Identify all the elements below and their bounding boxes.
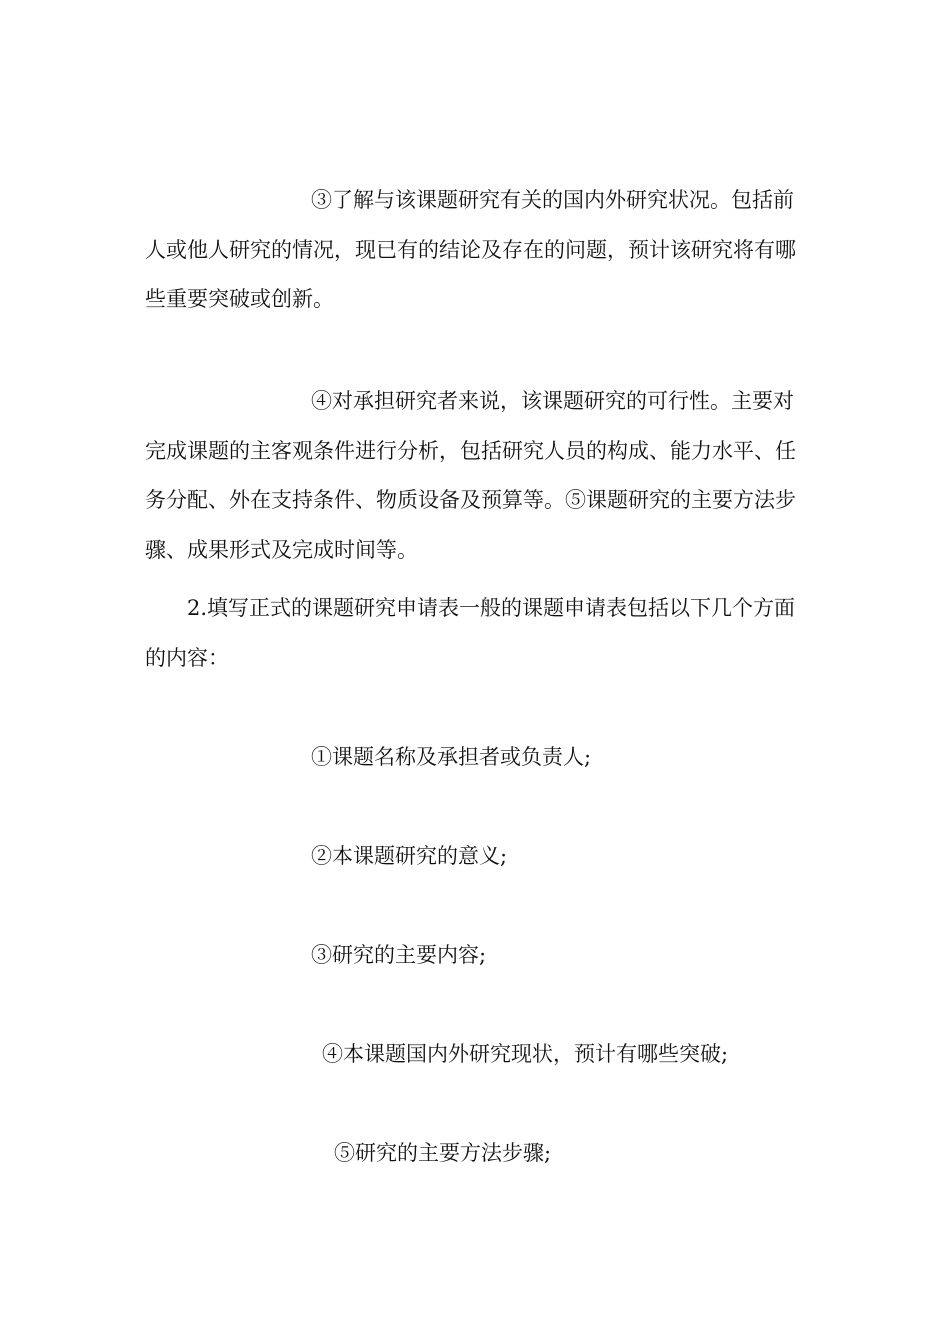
paragraph-feasibility: ④对承担研究者来说，该课题研究的可行性。主要对完成课题的主客观条件进行分析，包括研究人员的构成、能力水平、任务分配、外在支持条件、物质设备及预算等。⑤课题研究的主要方法步骤、成果形式及完成时间等。 <box>145 389 796 562</box>
paragraph-application-form: 2.填写正式的课题研究申请表一般的课题申请表包括以下几个方面的内容： <box>145 596 796 670</box>
list-item: ③研究的主要内容; <box>311 943 487 967</box>
list-item: ①课题名称及承担者或负责人; <box>311 745 592 769</box>
list-item: ④本课题国内外研究现状，预计有哪些突破; <box>322 1042 729 1066</box>
list-item: ②本课题研究的意义; <box>311 844 508 868</box>
list-item: ⑤研究的主要方法步骤; <box>334 1141 552 1165</box>
paragraph-research-status: ③了解与该课题研究有关的国内外研究状况。包括前人或他人研究的情况，现已有的结论及存在的问题，预计该研究将有哪些重要突破或创新。 <box>145 188 796 311</box>
